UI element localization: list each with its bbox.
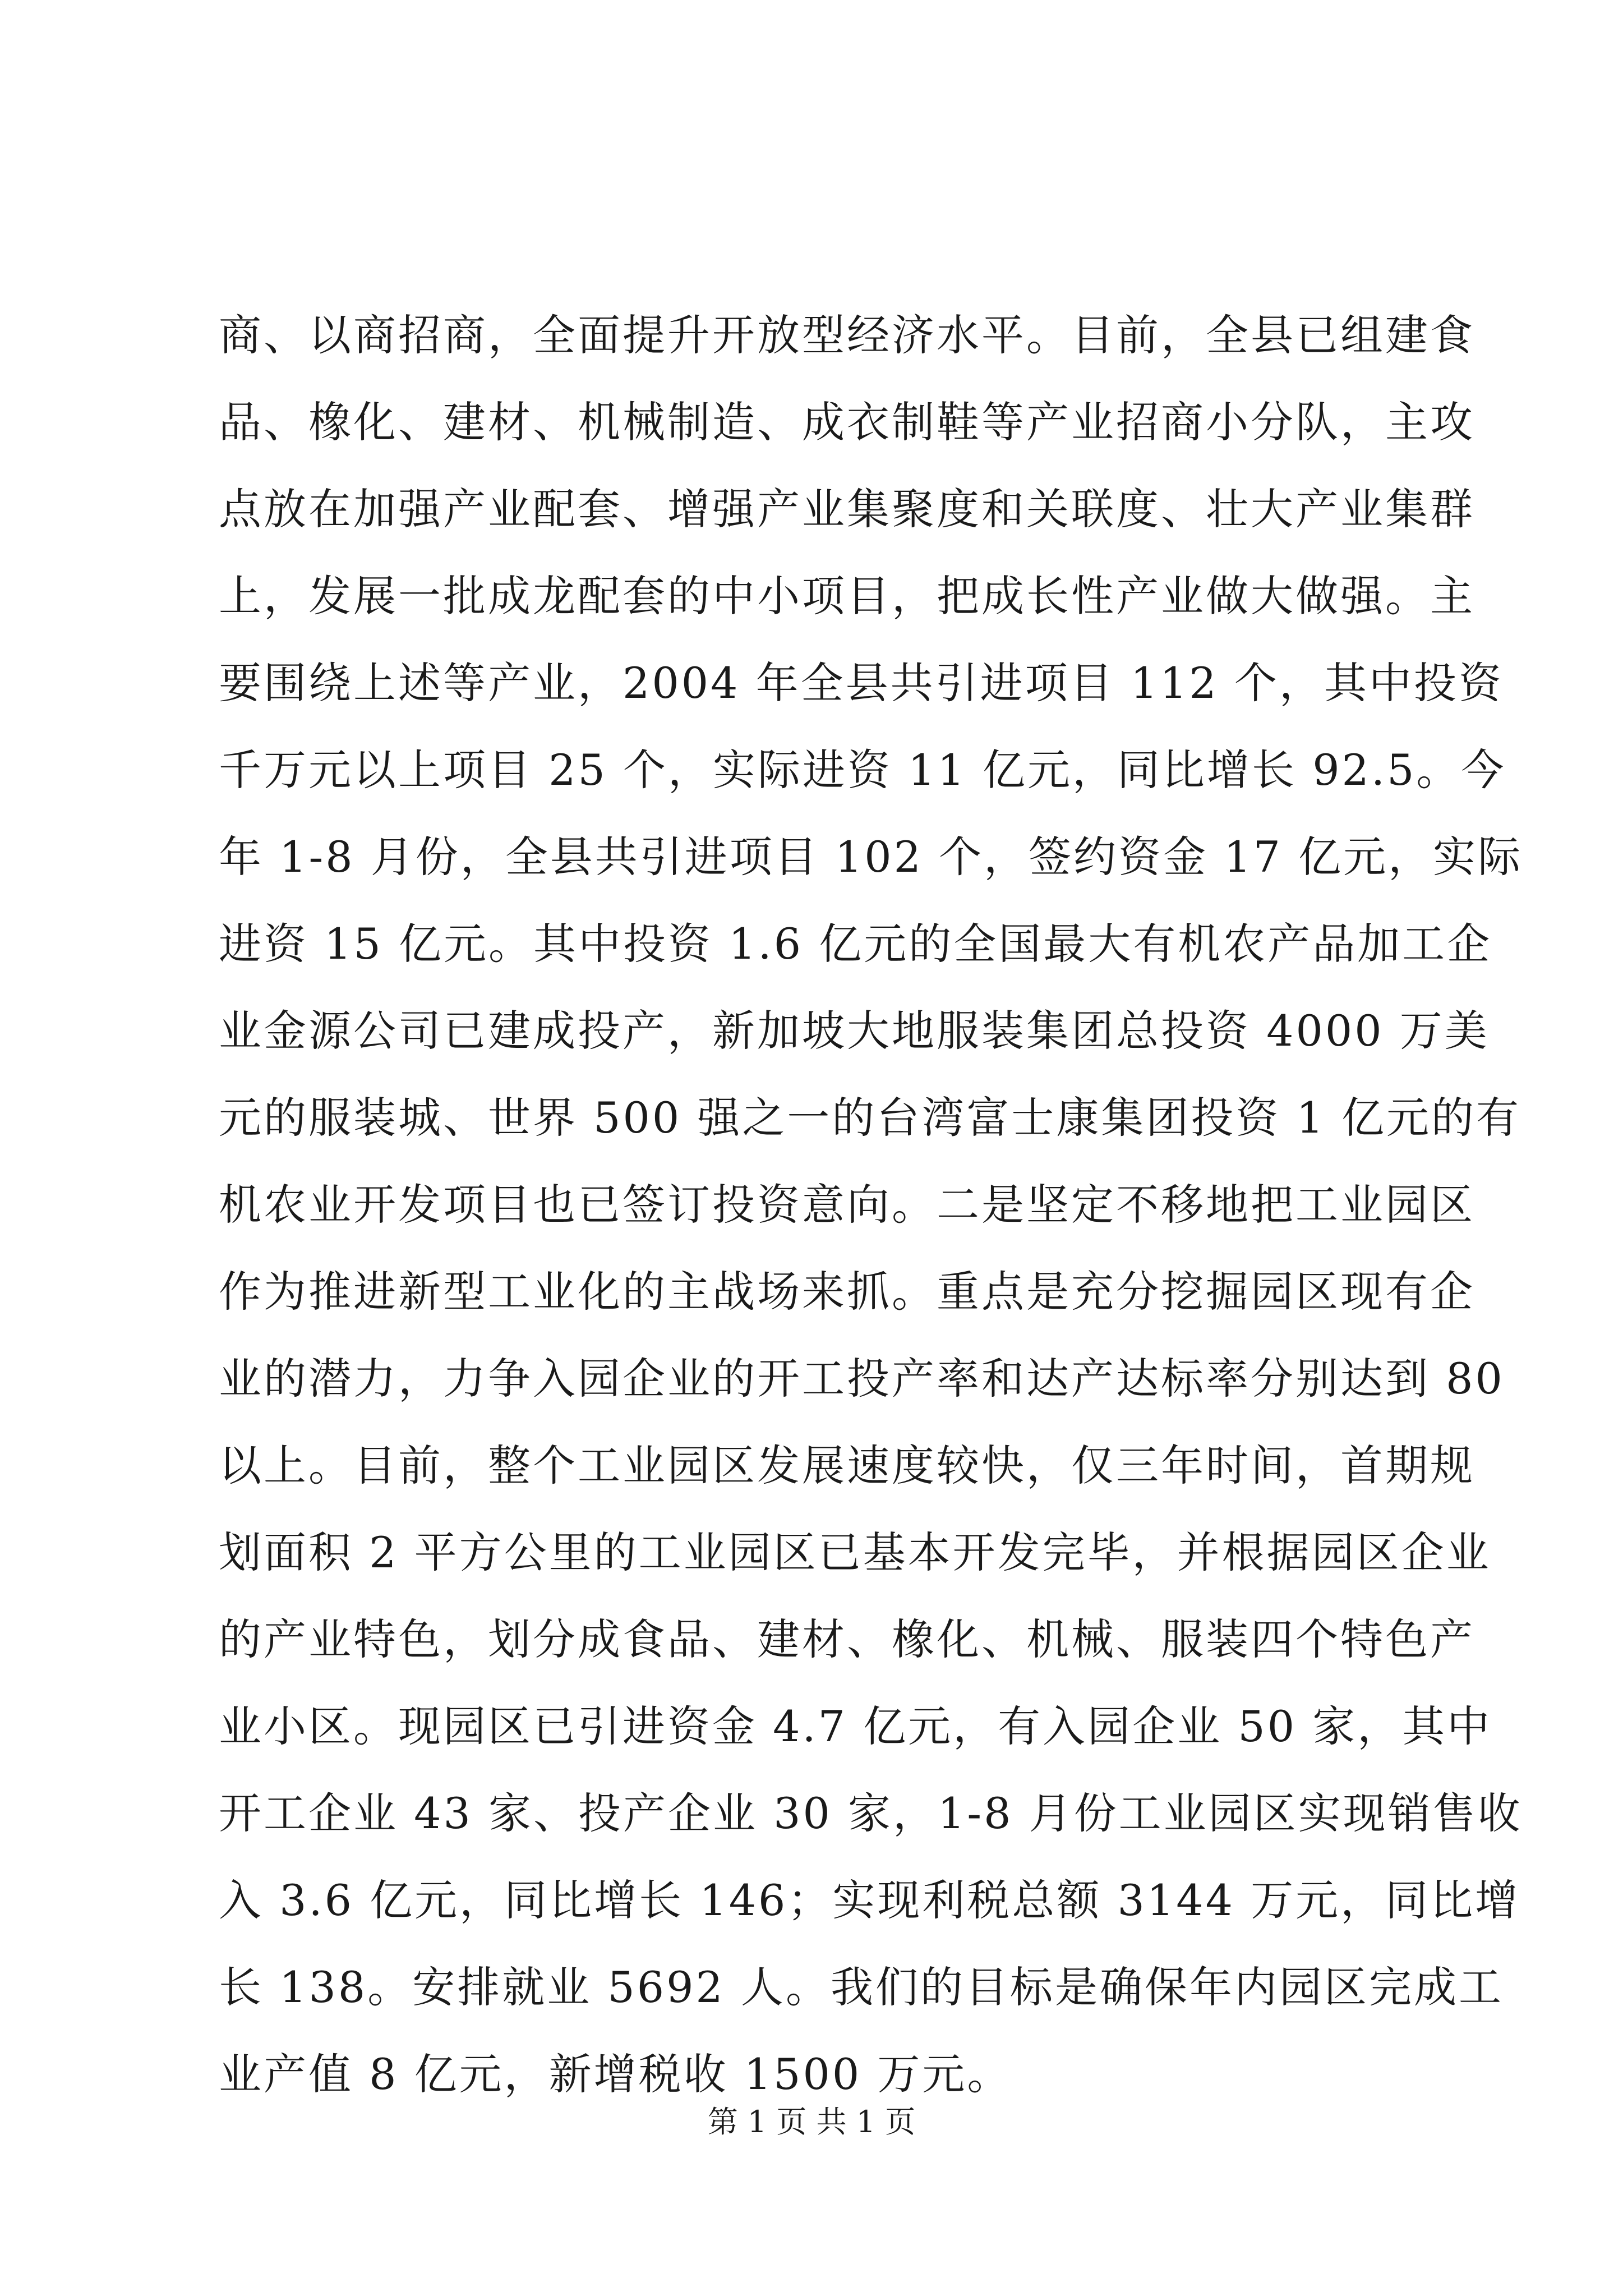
text-line: 长 138。安排就业 5692 人。我们的目标是确保年内园区完成工 bbox=[219, 1962, 1504, 2012]
text-line: 划面积 2 平方公里的工业园区已基本开发完毕，并根据园区企业 bbox=[219, 1527, 1491, 1577]
text-line: 业金源公司已建成投产，新加坡大地服装集团总投资 4000 万美 bbox=[219, 1006, 1490, 1056]
text-line: 作为推进新型工业化的主战场来抓。重点是充分挖掘园区现有企 bbox=[219, 1267, 1475, 1317]
text-line: 上，发展一批成龙配套的中小项目，把成长性产业做大做强。主 bbox=[219, 571, 1475, 621]
text-line: 以上。目前，整个工业园区发展速度较快，仅三年时间，首期规 bbox=[219, 1441, 1475, 1490]
text-line: 业小区。现园区已引进资金 4.7 亿元，有入园企业 50 家，其中 bbox=[219, 1701, 1492, 1751]
text-line: 年 1-8 月份，全县共引进项目 102 个，签约资金 17 亿元，实际 bbox=[219, 832, 1523, 882]
text-line: 的产业特色，划分成食品、建材、橡化、机械、服装四个特色产 bbox=[219, 1614, 1475, 1664]
text-line: 机农业开发项目也已签订投资意向。二是坚定不移地把工业园区 bbox=[219, 1180, 1475, 1230]
text-line: 进资 15 亿元。其中投资 1.6 亿元的全国最大有机农产品加工企 bbox=[219, 919, 1492, 969]
text-line: 千万元以上项目 25 个，实际进资 11 亿元，同比增长 92.5。今 bbox=[219, 745, 1506, 795]
text-line: 点放在加强产业配套、增强产业集聚度和关联度、壮大产业集群 bbox=[219, 484, 1475, 534]
text-line: 开工企业 43 家、投产企业 30 家，1-8 月份工业园区实现销售收 bbox=[219, 1788, 1523, 1838]
text-line: 元的服装城、世界 500 强之一的台湾富士康集团投资 1 亿元的有 bbox=[219, 1093, 1521, 1143]
text-line: 品、橡化、建材、机械制造、成衣制鞋等产业招商小分队，主攻 bbox=[219, 397, 1475, 447]
page-number-label: 第 1 页 共 1 页 bbox=[707, 2104, 916, 2139]
text-line: 业的潜力，力争入园企业的开工投产率和达产达标率分别达到 80 bbox=[219, 1354, 1505, 1404]
text-line: 商、以商招商，全面提升开放型经济水平。目前，全县已组建食 bbox=[219, 310, 1475, 360]
text-line: 入 3.6 亿元，同比增长 146；实现利税总额 3144 万元，同比增 bbox=[219, 1875, 1520, 1925]
page-footer bbox=[0, 2102, 1623, 2142]
text-line: 要围绕上述等产业，2004 年全县共引进项目 112 个，其中投资 bbox=[219, 658, 1504, 708]
body-paragraph bbox=[219, 292, 1523, 2118]
text-line: 业产值 8 亿元，新增税收 1500 万元。 bbox=[219, 2049, 1012, 2099]
